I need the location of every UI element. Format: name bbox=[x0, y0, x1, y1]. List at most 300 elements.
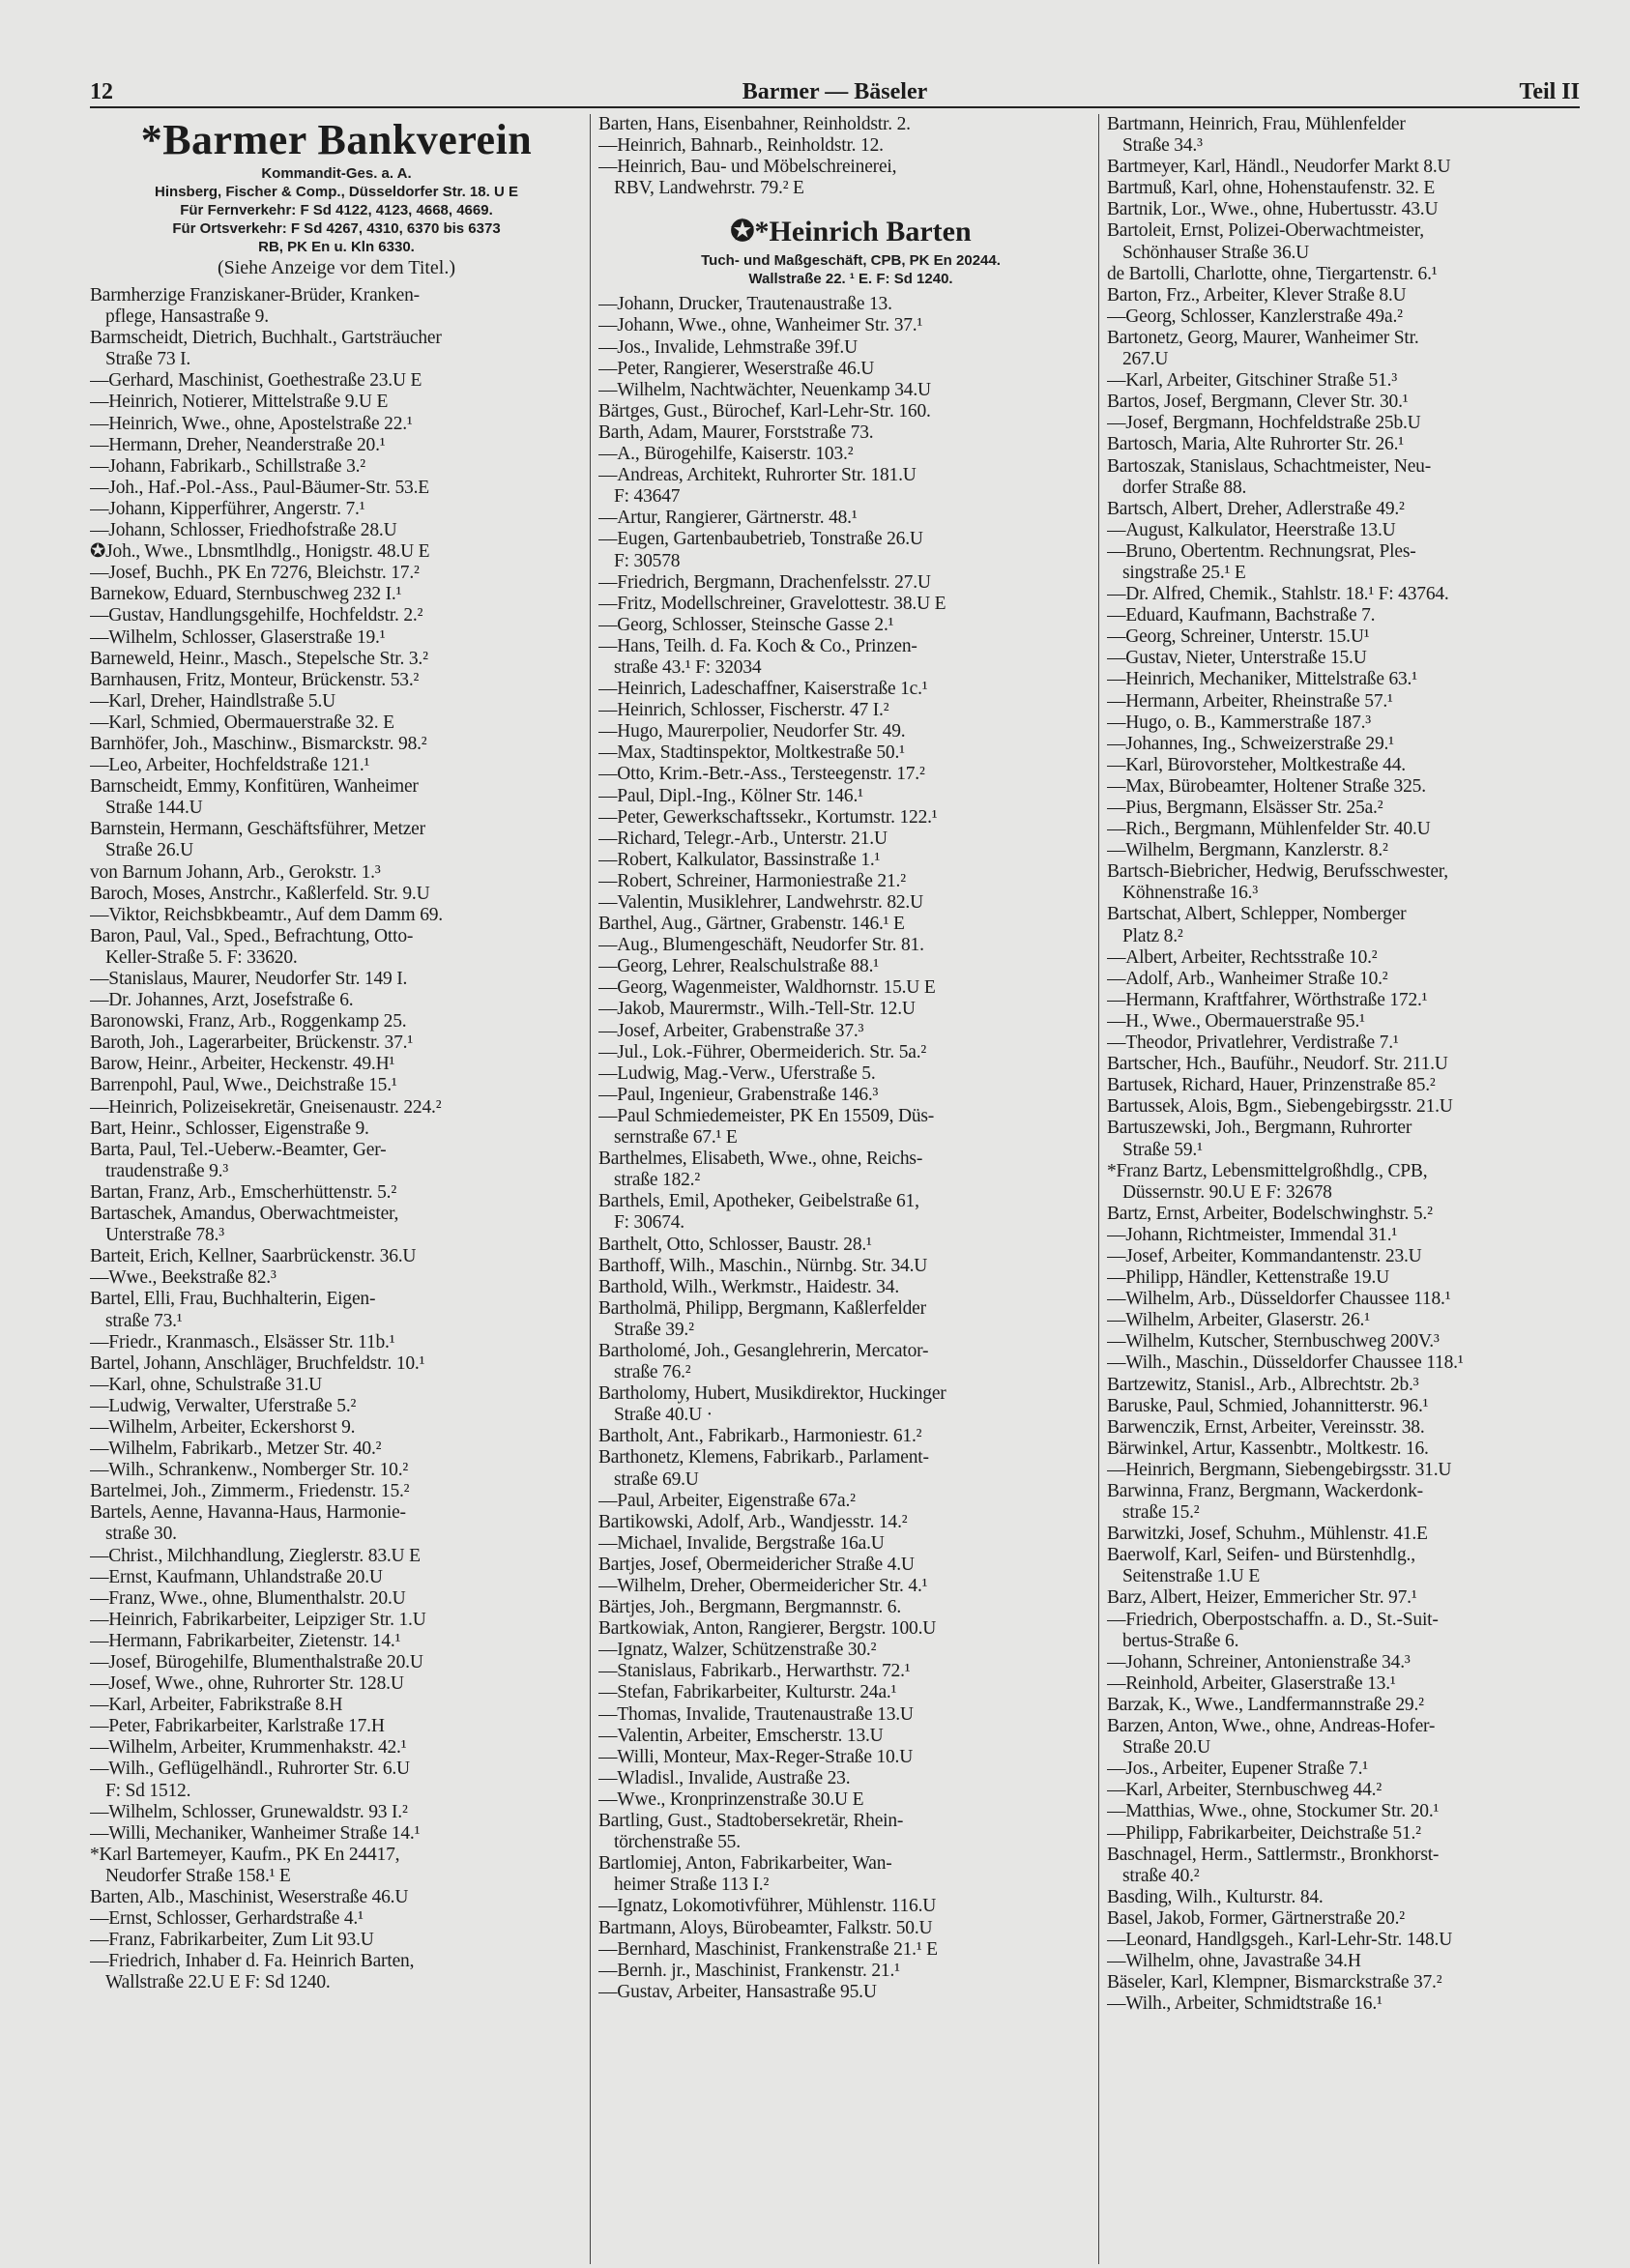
directory-entry bbox=[1107, 392, 1590, 413]
entry-line: —Friedrich, Inhaber d. Fa. Heinrich Barten, bbox=[90, 1951, 415, 1972]
entry-line: —Willi, Monteur, Max-Reger-Straße 10.U bbox=[598, 1746, 914, 1767]
directory-entry bbox=[90, 1652, 583, 1673]
entry-line: —Jul., Lok.-Führer, Obermeiderich. Str. 5a.² bbox=[598, 1041, 927, 1062]
entry-line: —Thomas, Invalide, Trautenaustraße 13.U bbox=[598, 1703, 914, 1725]
entry-line: —Heinrich, Wwe., ohne, Apostelstraße 22.¹ bbox=[90, 413, 413, 434]
directory-entry bbox=[598, 1533, 1103, 1555]
entry-line: —Max, Bürobeamter, Holtener Straße 325. bbox=[1107, 775, 1426, 797]
directory-entry bbox=[90, 1759, 583, 1801]
directory-entry bbox=[90, 1673, 583, 1695]
advertisement-line: Kommandit-Ges. a. A. bbox=[261, 165, 412, 182]
directory-entry bbox=[598, 1704, 1103, 1726]
directory-entry bbox=[1107, 1417, 1590, 1439]
directory-entry bbox=[90, 776, 583, 819]
entry-continuation-line: pflege, Hansastraße 9. bbox=[105, 306, 269, 328]
entry-line: Bart, Heinr., Schlosser, Eigenstraße 9. bbox=[90, 1118, 369, 1139]
entry-continuation-line: Platz 8.² bbox=[1122, 925, 1183, 946]
entry-line: —Josef, Buchh., PK En 7276, Bleichstr. 17.² bbox=[90, 563, 420, 584]
entry-line: —Friedr., Kranmasch., Elsässer Str. 11b.¹ bbox=[90, 1331, 395, 1352]
directory-entry bbox=[598, 615, 1103, 636]
entry-continuation-line: straße 69.U bbox=[614, 1468, 699, 1490]
directory-entry bbox=[598, 529, 1103, 571]
directory-entry bbox=[90, 1588, 583, 1610]
entry-continuation-line: heimer Straße 113 I.² bbox=[614, 1875, 770, 1896]
entry-line: —Johann, Schreiner, Antonienstraße 34.³ bbox=[1107, 1651, 1411, 1672]
entry-line: —Ludwig, Verwalter, Uferstraße 5.² bbox=[90, 1395, 357, 1416]
entry-line: Bartosch, Maria, Alte Ruhrorter Str. 26.¹ bbox=[1107, 434, 1404, 455]
entry-line: Bartoszak, Stanislaus, Schachtmeister, Neu- bbox=[1107, 455, 1432, 477]
directory-entry bbox=[598, 636, 1103, 679]
directory-entry bbox=[90, 1823, 583, 1845]
entry-line: Bartusek, Richard, Hauer, Prinzenstraße 85.² bbox=[1107, 1075, 1436, 1096]
entry-line: —Hermann, Arbeiter, Rheinstraße 57.¹ bbox=[1107, 690, 1393, 712]
entry-line: Bartzewitz, Stanisl., Arb., Albrechtstr. 2b.³ bbox=[1107, 1374, 1419, 1395]
advertisement-line: Hinsberg, Fischer & Comp., Düsseldorfer Str. 18. U E bbox=[155, 184, 518, 200]
entry-line: Basding, Wilh., Kulturstr. 84. bbox=[1107, 1886, 1324, 1907]
advertisement-line: Tuch- und Maßgeschäft, CPB, PK En 20244. bbox=[701, 252, 1001, 270]
entry-line: —Stanislaus, Fabrikarb., Herwarthstr. 72.¹ bbox=[598, 1661, 911, 1682]
entry-continuation-line: Straße 73 I. bbox=[105, 349, 191, 370]
entry-line: —Wilhelm, Arbeiter, Krummenhakstr. 42.¹ bbox=[90, 1737, 407, 1759]
entry-line: Bartsch, Albert, Dreher, Adlerstraße 49.² bbox=[1107, 498, 1405, 519]
entry-line: —Artur, Rangierer, Gärtnerstr. 48.¹ bbox=[598, 508, 858, 529]
entry-line: —Aug., Blumengeschäft, Neudorfer Str. 81. bbox=[598, 935, 924, 956]
directory-entry bbox=[598, 1042, 1103, 1063]
entry-line: —Reinhold, Arbeiter, Glaserstraße 13.¹ bbox=[1107, 1672, 1396, 1694]
entry-line: —Paul, Ingenieur, Grabenstraße 146.³ bbox=[598, 1084, 879, 1105]
directory-entry bbox=[598, 422, 1103, 444]
entry-line: —Gerhard, Maschinist, Goethestraße 23.U E bbox=[90, 370, 422, 392]
directory-column-2 bbox=[590, 114, 1103, 2264]
directory-entry bbox=[1107, 734, 1590, 755]
directory-entry bbox=[598, 1341, 1103, 1383]
directory-entry bbox=[1107, 306, 1590, 328]
entry-line: —Johann, Fabrikarb., Schillstraße 3.² bbox=[90, 455, 365, 477]
directory-entry bbox=[598, 1491, 1103, 1512]
directory-entry bbox=[1107, 1460, 1590, 1481]
entry-line: —Karl, Arbeiter, Fabrikstraße 8.H bbox=[90, 1695, 343, 1716]
directory-entry bbox=[90, 435, 583, 456]
directory-entry bbox=[90, 905, 583, 926]
directory-entry bbox=[598, 1149, 1103, 1191]
directory-entry bbox=[1107, 456, 1590, 499]
entry-line: —Jakob, Maurermstr., Wilh.-Tell-Str. 12.U bbox=[598, 999, 916, 1020]
directory-entry bbox=[1107, 755, 1590, 776]
directory-entry bbox=[90, 541, 583, 563]
entry-line: —H., Wwe., Obermauerstraße 95.¹ bbox=[1107, 1010, 1365, 1032]
directory-entry bbox=[1107, 1439, 1590, 1460]
directory-entry bbox=[90, 990, 583, 1011]
directory-entry bbox=[1107, 1780, 1590, 1801]
advertisement-title: ✪*Heinrich Barten bbox=[730, 216, 972, 248]
directory-entry bbox=[1107, 904, 1590, 946]
entry-line: —Willi, Mechaniker, Wanheimer Straße 14.¹ bbox=[90, 1822, 421, 1844]
entry-line: —Ludwig, Mag.-Verw., Uferstraße 5. bbox=[598, 1062, 876, 1084]
directory-entry bbox=[598, 1512, 1103, 1533]
entry-line: Bartel, Johann, Anschläger, Bruchfeldstr. 10.¹ bbox=[90, 1352, 425, 1374]
directory-entry bbox=[598, 1063, 1103, 1085]
entry-line: —Heinrich, Mechaniker, Mittelstraße 63.¹ bbox=[1107, 669, 1417, 690]
directory-entry bbox=[90, 1289, 583, 1331]
entry-continuation-line: Unterstraße 78.³ bbox=[105, 1225, 224, 1246]
entry-line: —Christ., Milchhandlung, Zieglerstr. 83.U E bbox=[90, 1545, 421, 1566]
entry-line: —A., Bürogehilfe, Kaiserstr. 103.² bbox=[598, 444, 854, 465]
entry-line: —Max, Stadtinspektor, Moltkestraße 50.¹ bbox=[598, 742, 905, 764]
directory-entry bbox=[90, 1887, 583, 1908]
directory-entry bbox=[90, 1908, 583, 1930]
entry-line: —Wwe., Kronprinzenstraße 30.U E bbox=[598, 1788, 864, 1810]
directory-entry bbox=[1107, 328, 1590, 370]
directory-entry bbox=[90, 1845, 583, 1887]
entry-line: Bärtges, Gust., Bürochef, Karl-Lehr-Str. 160. bbox=[598, 400, 931, 422]
directory-entry bbox=[1107, 840, 1590, 861]
directory-column-1 bbox=[90, 114, 583, 2264]
entry-line: —Karl, Arbeiter, Gitschiner Straße 51.³ bbox=[1107, 370, 1397, 392]
directory-entry bbox=[598, 786, 1103, 807]
entry-line: Bartmann, Heinrich, Frau, Mühlenfelder bbox=[1107, 114, 1406, 134]
entry-line: Basel, Jakob, Former, Gärtnerstraße 20.² bbox=[1107, 1907, 1405, 1929]
directory-entry bbox=[1107, 199, 1590, 220]
entry-line: Bartlomiej, Anton, Fabrikarbeiter, Wan- bbox=[598, 1853, 892, 1875]
entry-line: Barnekow, Eduard, Sternbuschweg 232 I.¹ bbox=[90, 584, 402, 605]
entry-line: Barwitzki, Josef, Schuhm., Mühlenstr. 41.E bbox=[1107, 1524, 1428, 1545]
entry-line: —Johannes, Ing., Schweizerstraße 29.¹ bbox=[1107, 733, 1394, 754]
entry-line: —Ignatz, Walzer, Schützenstraße 30.² bbox=[598, 1640, 877, 1661]
entry-line: —Wilhelm, Schlosser, Grunewaldstr. 93 I.² bbox=[90, 1801, 408, 1822]
directory-entry bbox=[90, 1802, 583, 1823]
directory-entry bbox=[1107, 1695, 1590, 1716]
directory-entry bbox=[90, 1204, 583, 1246]
entry-line: Barnhausen, Fritz, Monteur, Brückenstr. 53.² bbox=[90, 669, 420, 690]
directory-entry bbox=[598, 337, 1103, 359]
directory-entry bbox=[1107, 1246, 1590, 1267]
entry-line: —Fritz, Modellschreiner, Gravelottestr. 38.U E bbox=[598, 593, 946, 614]
entry-continuation-line: straße 73.¹ bbox=[105, 1310, 183, 1331]
entry-line: —Peter, Fabrikarbeiter, Karlstraße 17.H bbox=[90, 1716, 385, 1737]
entry-line: Baerwolf, Karl, Seifen- und Bürstenhdlg., bbox=[1107, 1545, 1415, 1566]
directory-entry bbox=[1107, 1845, 1590, 1887]
entry-line: Bartsch-Biebricher, Hedwig, Berufsschwester, bbox=[1107, 861, 1448, 883]
entry-continuation-line: sernstraße 67.¹ E bbox=[614, 1127, 738, 1149]
entry-line: —Albert, Arbeiter, Rechtsstraße 10.² bbox=[1107, 946, 1378, 968]
entry-line: —Richard, Telegr.-Arb., Unterstr. 21.U bbox=[598, 828, 888, 849]
entry-line: —Paul Schmiedemeister, PK En 15509, Düs- bbox=[598, 1105, 935, 1126]
directory-entry bbox=[90, 1737, 583, 1759]
directory-entry bbox=[90, 1140, 583, 1182]
part-label: Teil II bbox=[1519, 79, 1580, 104]
directory-entry bbox=[598, 1597, 1103, 1618]
entry-continuation-line: Straße 39.² bbox=[614, 1319, 694, 1340]
directory-entry bbox=[1107, 584, 1590, 605]
entry-line: *Franz Bartz, Lebensmittelgroßhdlg., CPB, bbox=[1107, 1160, 1428, 1181]
directory-entry bbox=[598, 914, 1103, 935]
directory-entry bbox=[90, 563, 583, 584]
directory-entry bbox=[1107, 1972, 1590, 1993]
directory-entry bbox=[598, 157, 1103, 199]
entry-line: Barthel, Aug., Gärtner, Grabenstr. 146.¹ E bbox=[598, 914, 905, 935]
directory-entry bbox=[90, 819, 583, 861]
directory-entry bbox=[90, 1097, 583, 1119]
entry-line: Bartholomy, Hubert, Musikdirektor, Huckinger bbox=[598, 1383, 946, 1405]
directory-entry bbox=[598, 829, 1103, 850]
directory-entry bbox=[1107, 264, 1590, 285]
directory-entry bbox=[1107, 285, 1590, 306]
directory-entry bbox=[1107, 1481, 1590, 1524]
entry-line: —August, Kalkulator, Heerstraße 13.U bbox=[1107, 519, 1396, 540]
entry-line: —Matthias, Wwe., ohne, Stockumer Str. 20.¹ bbox=[1107, 1801, 1440, 1822]
directory-entry bbox=[598, 1961, 1103, 1982]
entry-line: Bartjes, Josef, Obermeidericher Straße 4.U bbox=[598, 1554, 915, 1575]
entry-line: —Wilhelm, ohne, Javastraße 34.H bbox=[1107, 1951, 1361, 1972]
directory-entry bbox=[598, 1982, 1103, 2003]
directory-entry bbox=[90, 691, 583, 712]
directory-entry bbox=[598, 1618, 1103, 1640]
directory-entry bbox=[90, 1460, 583, 1481]
entry-line: —Gustav, Handlungsgehilfe, Hochfeldstr. 2.² bbox=[90, 605, 423, 626]
entry-line: Bärtjes, Joh., Bergmann, Bergmannstr. 6. bbox=[598, 1597, 901, 1618]
entry-continuation-line: straße 40.² bbox=[1122, 1865, 1200, 1886]
directory-entry bbox=[598, 977, 1103, 999]
entry-line: Bartoleit, Ernst, Polizei-Oberwachtmeister, bbox=[1107, 220, 1424, 242]
directory-entry bbox=[598, 1896, 1103, 1917]
directory-entry bbox=[90, 734, 583, 755]
entry-line: —Leo, Arbeiter, Hochfeldstraße 121.¹ bbox=[90, 755, 370, 776]
directory-entry bbox=[1107, 1801, 1590, 1822]
directory-entry bbox=[90, 862, 583, 884]
directory-entry bbox=[1107, 413, 1590, 434]
entry-line: —Pius, Bergmann, Elsässer Str. 25a.² bbox=[1107, 798, 1383, 818]
entry-continuation-line: F: 30578 bbox=[614, 550, 681, 571]
entry-line: —Georg, Wagenmeister, Waldhornstr. 15.U E bbox=[598, 977, 936, 999]
directory-entry bbox=[1107, 648, 1590, 669]
directory-entry bbox=[598, 1853, 1103, 1896]
directory-entry bbox=[1107, 1587, 1590, 1609]
directory-entry bbox=[90, 328, 583, 370]
entry-continuation-line: straße 30. bbox=[105, 1524, 177, 1545]
entry-line: —Heinrich, Bahnarb., Reinholdstr. 12. bbox=[598, 135, 884, 157]
entry-continuation-line: Neudorfer Straße 158.¹ E bbox=[105, 1865, 291, 1886]
entry-line: Bartos, Josef, Bergmann, Clever Str. 30.¹ bbox=[1107, 392, 1409, 413]
directory-entry bbox=[1107, 541, 1590, 584]
entry-line: Bartz, Ernst, Arbeiter, Bodelschwinghstr. 5.² bbox=[1107, 1203, 1433, 1224]
directory-entry bbox=[598, 1426, 1103, 1447]
entry-line: Bartikowski, Adolf, Arb., Wandjesstr. 14.² bbox=[598, 1511, 908, 1532]
directory-entry bbox=[1107, 1204, 1590, 1225]
entry-line: —Theodor, Privatlehrer, Verdistraße 7.¹ bbox=[1107, 1032, 1399, 1054]
directory-entry bbox=[598, 679, 1103, 700]
directory-entry bbox=[598, 742, 1103, 764]
directory-entry bbox=[1107, 370, 1590, 392]
entry-line: —Wilh., Geflügelhändl., Ruhrorter Str. 6.U bbox=[90, 1759, 410, 1780]
advertisement-line: Für Fernverkehr: F Sd 4122, 4123, 4668, 4669. bbox=[180, 202, 493, 218]
directory-entry bbox=[598, 1256, 1103, 1277]
directory-entry bbox=[1107, 1310, 1590, 1331]
entry-line: —Wilh., Maschin., Düsseldorfer Chaussee 118.¹ bbox=[1107, 1352, 1464, 1374]
directory-entry bbox=[90, 1396, 583, 1417]
entry-line: —Adolf, Arb., Wanheimer Straße 10.² bbox=[1107, 968, 1388, 989]
directory-entry bbox=[90, 670, 583, 691]
entry-continuation-line: RBV, Landwehrstr. 79.² E bbox=[614, 178, 804, 199]
directory-entry bbox=[90, 1332, 583, 1353]
entry-line: —Hermann, Fabrikarbeiter, Zietenstr. 14.¹ bbox=[90, 1630, 401, 1651]
directory-entry bbox=[90, 456, 583, 478]
entry-line: —Philipp, Fabrikarbeiter, Deichstraße 51.² bbox=[1107, 1822, 1421, 1844]
entry-continuation-line: Straße 20.U bbox=[1122, 1737, 1210, 1759]
entry-line: —Jos., Arbeiter, Eupener Straße 7.¹ bbox=[1107, 1759, 1368, 1780]
entry-continuation-line: F: 30674. bbox=[614, 1212, 684, 1234]
directory-entry bbox=[1107, 861, 1590, 904]
entry-line: —Philipp, Händler, Kettenstraße 19.U bbox=[1107, 1267, 1390, 1289]
entry-line: Barneweld, Heinr., Masch., Stepelsche Str. 3.² bbox=[90, 648, 428, 669]
directory-entry bbox=[598, 135, 1103, 157]
directory-entry bbox=[90, 1246, 583, 1267]
entry-line: —Wilhelm, Dreher, Obermeidericher Str. 4.¹ bbox=[598, 1576, 928, 1596]
entry-line: —Hermann, Dreher, Neanderstraße 20.¹ bbox=[90, 434, 386, 455]
directory-entry bbox=[1107, 691, 1590, 712]
entry-continuation-line: Köhnenstraße 16.³ bbox=[1122, 883, 1258, 904]
directory-entry bbox=[1107, 1032, 1590, 1054]
entry-line: —Josef, Arbeiter, Grabenstraße 37.³ bbox=[598, 1020, 864, 1041]
entry-line: Baroth, Joh., Lagerarbeiter, Brückenstr. 37.¹ bbox=[90, 1032, 413, 1054]
advertisement bbox=[90, 116, 583, 279]
entry-line: Baronowski, Franz, Arb., Roggenkamp 25. bbox=[90, 1011, 407, 1032]
directory-entry bbox=[1107, 798, 1590, 819]
directory-entry bbox=[598, 1555, 1103, 1576]
entry-line: —Friedrich, Bergmann, Drachenfelsstr. 27.U bbox=[598, 571, 931, 593]
entry-line: Baschnagel, Herm., Sattlermstr., Bronkhorst- bbox=[1107, 1844, 1440, 1865]
directory-entry bbox=[598, 1383, 1103, 1426]
directory-entry bbox=[598, 444, 1103, 465]
entry-line: Bartel, Elli, Frau, Buchhalterin, Eigen- bbox=[90, 1289, 376, 1310]
directory-entry bbox=[1107, 434, 1590, 455]
entry-line: von Barnum Johann, Arb., Gerokstr. 1.³ bbox=[90, 861, 381, 883]
directory-entry bbox=[90, 499, 583, 520]
entry-line: —Hermann, Kraftfahrer, Wörthstraße 172.¹ bbox=[1107, 989, 1428, 1010]
directory-entry bbox=[90, 1417, 583, 1439]
entry-line: —Karl, Arbeiter, Sternbuschweg 44.² bbox=[1107, 1780, 1382, 1801]
entry-line: Barzen, Anton, Wwe., ohne, Andreas-Hofer- bbox=[1107, 1716, 1436, 1737]
directory-entry bbox=[598, 594, 1103, 615]
directory-entry bbox=[598, 1021, 1103, 1042]
directory-entry bbox=[1107, 776, 1590, 798]
entry-line: —Georg, Lehrer, Realschulstraße 88.¹ bbox=[598, 956, 879, 977]
directory-entry bbox=[1107, 669, 1590, 690]
page-title: Barmer — Bäseler bbox=[742, 79, 928, 104]
entry-continuation-line: dorfer Straße 88. bbox=[1122, 477, 1247, 498]
directory-entry bbox=[1107, 1396, 1590, 1417]
entry-line: —Hugo, o. B., Kammerstraße 187.³ bbox=[1107, 712, 1371, 733]
entry-line: Bartholomé, Joh., Gesanglehrerin, Mercator- bbox=[598, 1340, 929, 1361]
entry-line: Bartmeyer, Karl, Händl., Neudorfer Markt 8.U bbox=[1107, 157, 1451, 178]
entry-continuation-line: Schönhauser Straße 36.U bbox=[1122, 242, 1310, 263]
entry-line: Baron, Paul, Val., Sped., Befrachtung, Otto- bbox=[90, 925, 414, 946]
directory-entry bbox=[90, 478, 583, 499]
entry-line: —Josef, Bürogehilfe, Blumenthalstraße 20.U bbox=[90, 1652, 423, 1672]
entry-line: —Ernst, Schlosser, Gerhardstraße 4.¹ bbox=[90, 1908, 364, 1930]
entry-line: Bartelmei, Joh., Zimmerm., Friedenstr. 15.² bbox=[90, 1481, 410, 1502]
directory-entry bbox=[90, 969, 583, 990]
entry-continuation-line: törchenstraße 55. bbox=[614, 1832, 741, 1853]
directory-entry bbox=[1107, 1161, 1590, 1204]
entry-line: —Heinrich, Bergmann, Siebengebirgsstr. 31.U bbox=[1107, 1459, 1452, 1480]
directory-entry bbox=[1107, 499, 1590, 520]
entry-continuation-line: singstraße 25.¹ E bbox=[1122, 562, 1246, 583]
entry-line: —Eugen, Gartenbaubetrieb, Tonstraße 26.U bbox=[598, 529, 923, 550]
entry-line: —Hans, Teilh. d. Fa. Koch & Co., Prinzen- bbox=[598, 635, 917, 656]
entry-line: —Peter, Gewerkschaftssekr., Kortumstr. 122.¹ bbox=[598, 806, 938, 828]
directory-entry bbox=[598, 1682, 1103, 1703]
entry-line: —Wilhelm, Arbeiter, Glaserstr. 26.¹ bbox=[1107, 1310, 1370, 1331]
entry-line: —Johann, Richtmeister, Immendal 31.¹ bbox=[1107, 1224, 1398, 1245]
directory-entry bbox=[1107, 178, 1590, 199]
directory-entry bbox=[1107, 990, 1590, 1011]
directory-entry bbox=[1107, 947, 1590, 969]
entry-line: Barow, Heinr., Arbeiter, Heckenstr. 49.H¹ bbox=[90, 1054, 395, 1075]
directory-entry bbox=[598, 1106, 1103, 1149]
entry-line: Barmscheidt, Dietrich, Buchhalt., Gartsträucher bbox=[90, 328, 442, 349]
directory-entry bbox=[90, 605, 583, 626]
entry-line: —Heinrich, Bau- und Möbelschreinerei, bbox=[598, 157, 897, 178]
directory-entry bbox=[90, 1119, 583, 1140]
directory-entry bbox=[598, 1298, 1103, 1341]
entry-line: —Michael, Invalide, Bergstraße 16a.U bbox=[598, 1532, 885, 1554]
directory-entry bbox=[1107, 1908, 1590, 1930]
directory-entry bbox=[90, 520, 583, 541]
entry-line: —Wilhelm, Arb., Düsseldorfer Chaussee 118.¹ bbox=[1107, 1289, 1451, 1310]
entry-line: Bartscher, Hch., Bauführ., Neudorf. Str. 211.U bbox=[1107, 1054, 1448, 1075]
advertisement-line: Für Ortsverkehr: F Sd 4267, 4310, 6370 bis 6373 bbox=[172, 220, 501, 237]
entry-line: —Wilhelm, Kutscher, Sternbuschweg 200V.³ bbox=[1107, 1331, 1440, 1352]
directory-entry bbox=[598, 1277, 1103, 1298]
entry-line: Barthonetz, Klemens, Fabrikarb., Parlament- bbox=[598, 1447, 929, 1468]
directory-entry bbox=[90, 1930, 583, 1951]
entry-line: —Valentin, Arbeiter, Emscherstr. 13.U bbox=[598, 1725, 884, 1746]
directory-entry bbox=[1107, 1118, 1590, 1160]
directory-entry bbox=[90, 1267, 583, 1289]
directory-entry bbox=[598, 1726, 1103, 1747]
entry-line: —Gustav, Nieter, Unterstraße 15.U bbox=[1107, 648, 1367, 669]
advertisement-line: Wallstraße 22. ¹ E. F: Sd 1240. bbox=[748, 271, 953, 288]
entry-continuation-line: Keller-Straße 5. F: 33620. bbox=[105, 946, 298, 968]
directory-entry bbox=[90, 649, 583, 670]
directory-entry bbox=[1107, 626, 1590, 648]
entry-line: Barwenczik, Ernst, Arbeiter, Vereinsstr. 38. bbox=[1107, 1416, 1425, 1438]
directory-entry bbox=[90, 1054, 583, 1075]
page-number: 12 bbox=[90, 79, 113, 104]
directory-entry bbox=[598, 1191, 1103, 1234]
directory-entry bbox=[598, 1747, 1103, 1768]
directory-entry bbox=[598, 1235, 1103, 1256]
entry-line: —Robert, Schreiner, Harmoniestraße 21.² bbox=[598, 870, 906, 891]
entry-line: Bartmann, Aloys, Bürobeamter, Falkstr. 50.U bbox=[598, 1917, 933, 1938]
entry-line: Bartling, Gust., Stadtobersekretär, Rhein- bbox=[598, 1811, 904, 1832]
directory-entry bbox=[90, 1631, 583, 1652]
entry-line: —Dr. Alfred, Chemik., Stahlstr. 18.¹ F: 43764. bbox=[1107, 584, 1449, 605]
directory-entry bbox=[598, 315, 1103, 336]
directory-entry bbox=[598, 1447, 1103, 1490]
directory-entry bbox=[1107, 1673, 1590, 1695]
directory-entry bbox=[90, 712, 583, 734]
directory-entry bbox=[1107, 1267, 1590, 1289]
entry-line: —Peter, Rangierer, Weserstraße 46.U bbox=[598, 358, 875, 379]
entry-continuation-line: straße 76.² bbox=[614, 1362, 691, 1383]
directory-entry bbox=[1107, 1823, 1590, 1845]
entry-line: Barthels, Emil, Apotheker, Geibelstraße 61, bbox=[598, 1191, 919, 1212]
entry-continuation-line: Straße 34.³ bbox=[1122, 135, 1203, 157]
entry-line: —Bernhard, Maschinist, Frankenstraße 21.¹ E bbox=[598, 1938, 938, 1960]
directory-entry bbox=[90, 627, 583, 649]
entry-line: Bärwinkel, Artur, Kassenbtr., Moltkestr. 16. bbox=[1107, 1438, 1429, 1459]
